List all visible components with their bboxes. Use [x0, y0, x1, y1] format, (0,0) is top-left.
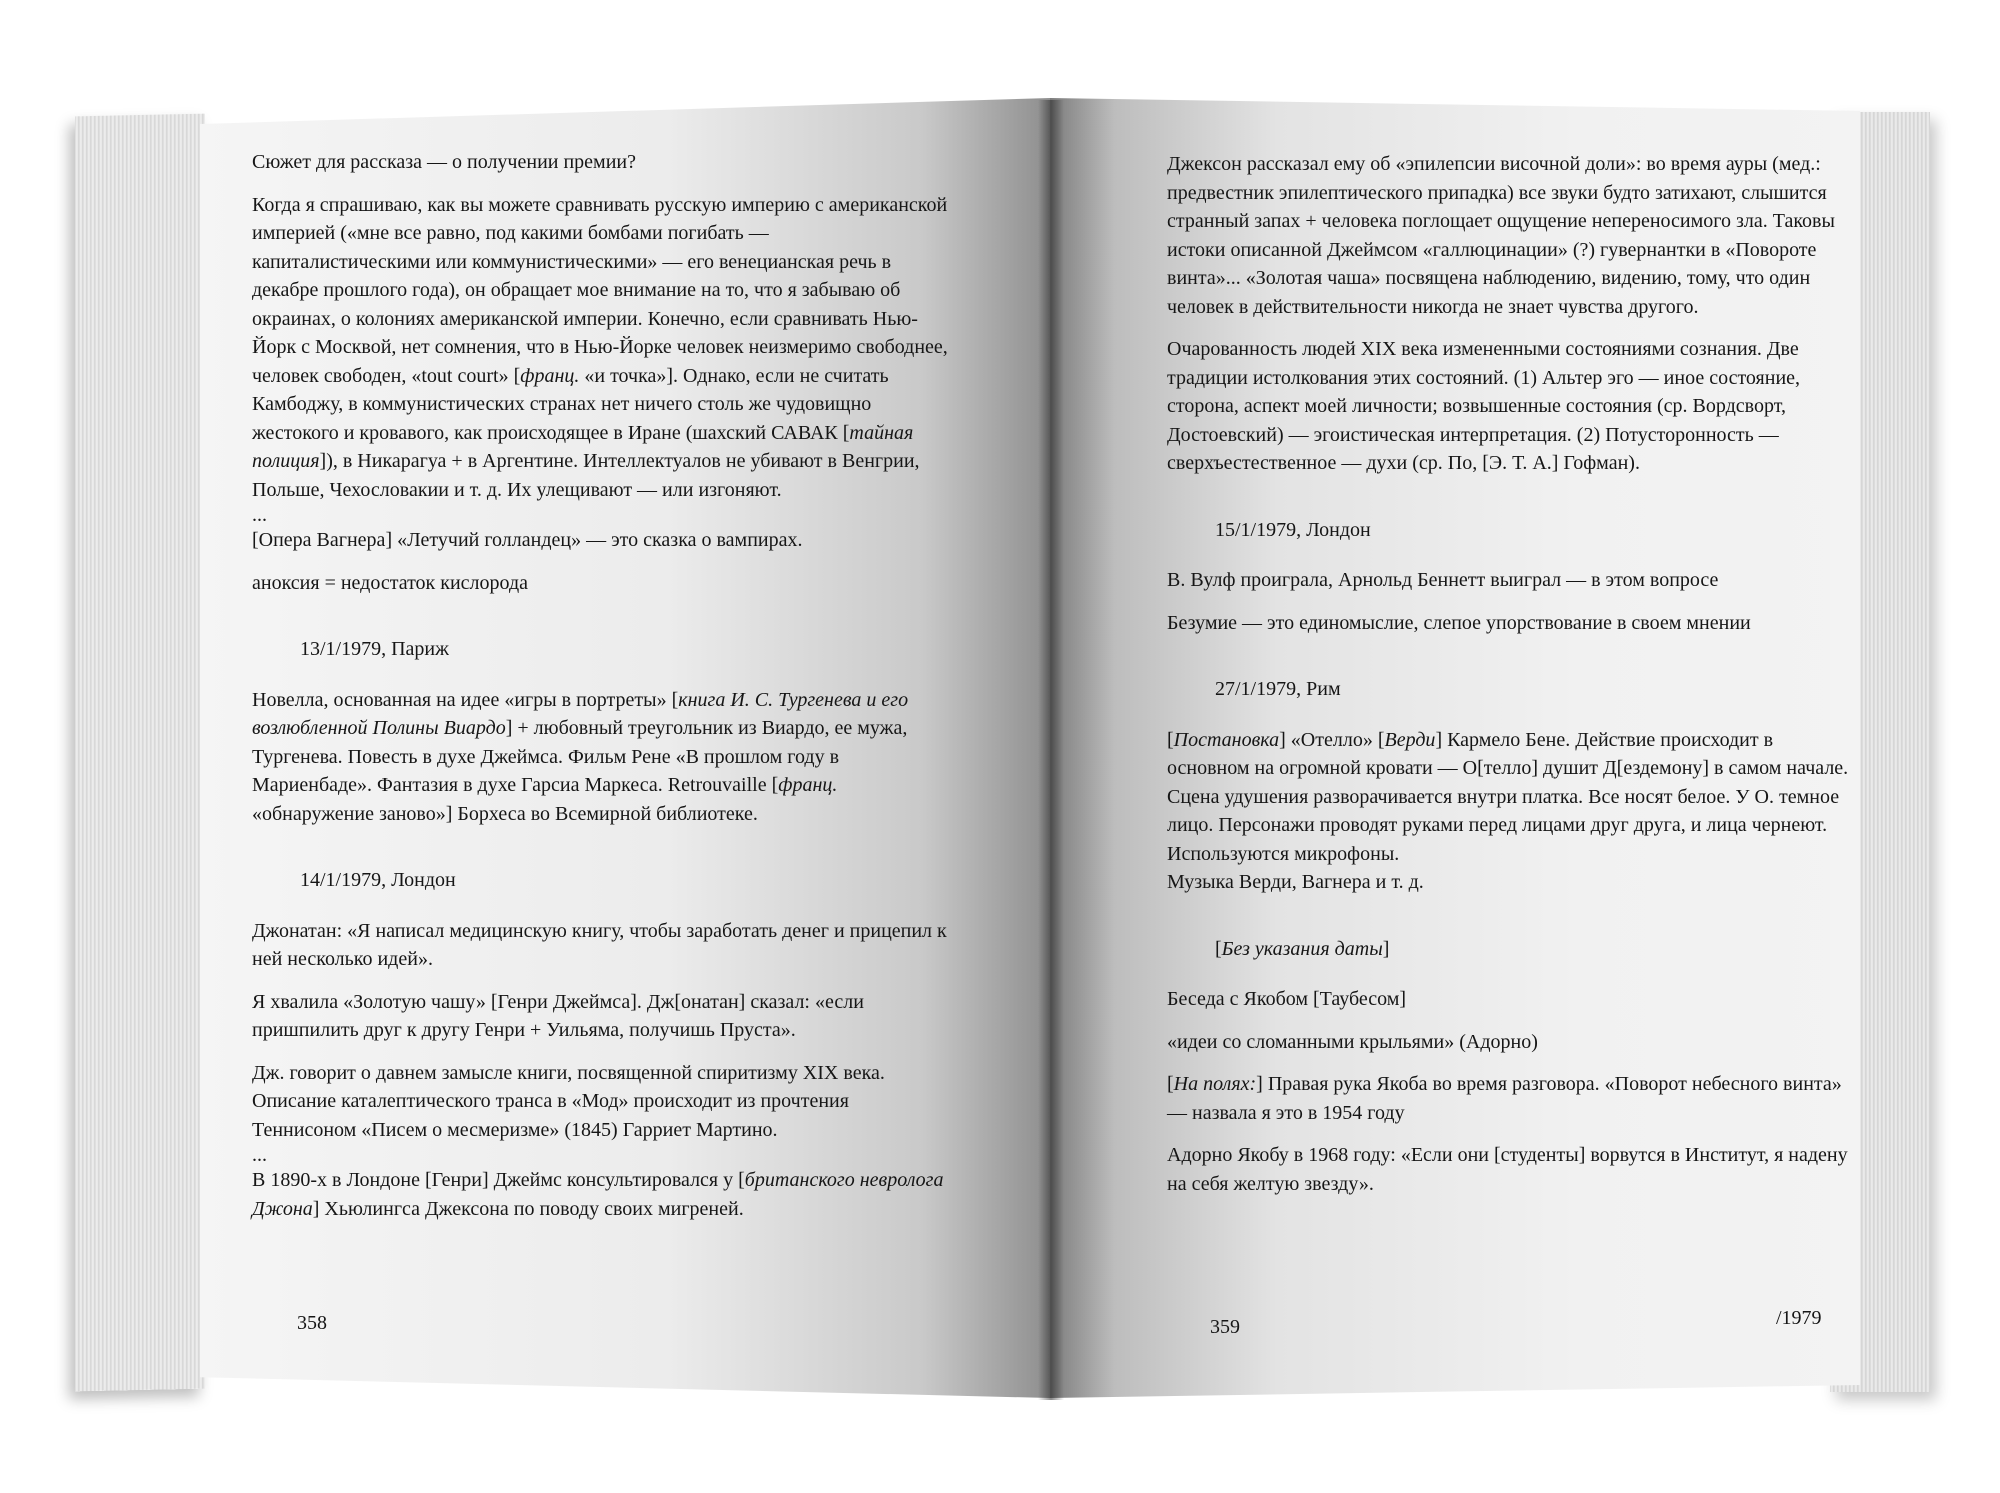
- paragraph: Я хвалила «Золотую чашу» [Генри Джеймса]. Дж[онатан] сказал: «если пришпилить друг к другу Генри + Уильяма, получишь Пруста».: [252, 990, 864, 1041]
- ellipsis: ...: [252, 1144, 267, 1166]
- left-page-text: [252, 148, 952, 1237]
- paragraph: Безумие — это единомыслие, слепое упорствование в своем мнении: [1167, 611, 1751, 634]
- paragraph: Когда я спрашиваю, как вы можете сравнивать русскую империю с американской империей («мне все равно, под какими бомбами погибать — капиталистическими или коммунистическими» — его венецианская речь в декабре прошлого года), он обращает мое внимание на то, что я забываю об окраинах, о колониях американской империи. Конечно, если сравнивать Нью-Йорк с Москвой, нет сомнения, что в Нью-Йорке человек неизмеримо свободнее, человек свободен, «tout court» [франц. «и точка»]. Однако, если не считать Камбоджу, в коммунистических странах нет ничего столь же чудовищно жестокого и кровавого, как происходящее в Иране (шахский САВАК [тайная полиция]), в Никарагуа + в Аргентине. Интеллектуалов не убивают в Венгрии, Польше, Чехословакии и т. д. Их улещивают — или изгоняют.: [252, 193, 948, 501]
- paragraph: В 1890-х в Лондоне [Генри] Джеймс консультировался у [британского невролога Джона] Хьюлингса Джексона по поводу своих мигреней.: [252, 1169, 944, 1220]
- paragraph: [На полях:] Правая рука Якоба во время разговора. «Поворот небесного винта» — назвала я это в 1954 году: [1167, 1073, 1842, 1124]
- paragraph: Музыка Верди, Вагнера и т. д.: [1167, 871, 1424, 893]
- ellipsis: ...: [252, 504, 267, 526]
- paragraph: [Опера Вагнера] «Летучий голландец» — это сказка о вампирах.: [252, 529, 803, 551]
- paragraph: Джонатан: «Я написал медицинскую книгу, чтобы заработать денег и прицепил к ней несколько идей».: [252, 919, 947, 970]
- left-page-edges: [75, 114, 205, 1392]
- paragraph: Дж. говорит о давнем замысле книги, посвященной спиритизму XIX века. Описание каталептического транса в «Мод» происходит из прочтения Теннисоном «Писем о месмеризме» (1845) Гарриет Мартино.: [252, 1061, 885, 1141]
- paragraph: Беседа с Якобом [Таубесом]: [1167, 988, 1407, 1010]
- paragraph: Новелла, основанная на идее «игры в портреты» [книга И. С. Тургенева и его возлюбленной Полины Виардо] + любовный треугольник из Виардо, ее мужа, Тургенева. Повесть в духе Джеймса. Фильм Рене «В прошлом году в Мариенбаде». Фантазия в духе Гарсиа Маркеса. Retrouvaille [франц. «обнаружение заново»] Борхеса во Всемирной библиотеке.: [252, 688, 909, 825]
- entry-date: 15/1/1979, Лондон: [1215, 518, 1371, 541]
- page-number-right: 359: [1210, 1316, 1240, 1338]
- entry-date: 14/1/1979, Лондон: [300, 869, 456, 891]
- paragraph: Джексон рассказал ему об «эпилепсии височной доли»: во время ауры (мед.: предвестник эпилептического припадка) все звуки будто затихают, слышится странный запах + человека поглощает ощущение непереносимого зла. Таковы истоки описанной Джеймсом «галлюцинации» (?) гувернантки в «Повороте винта»... «Золотая чаша» посвящена наблюдению, видению, тому, что один человек в действительности никогда не знает чувства другого.: [1167, 153, 1835, 318]
- running-head: /1979: [1776, 1307, 1822, 1329]
- entry-date: 13/1/1979, Париж: [300, 638, 449, 660]
- page-number-left: 358: [297, 1312, 327, 1334]
- paragraph: В. Вулф проиграла, Арнольд Беннетт выиграл — в этом вопросе: [1167, 569, 1719, 591]
- paragraph: Сюжет для рассказа — о получении премии?: [252, 151, 636, 173]
- right-page-text: [1167, 150, 1857, 1212]
- entry-date: 27/1/1979, Рим: [1215, 678, 1341, 700]
- paragraph: «идеи со сломанными крыльями» (Адорно): [1167, 1030, 1538, 1053]
- book-gutter: [1038, 100, 1064, 1400]
- entry-date: [Без указания даты]: [1215, 937, 1390, 960]
- paragraph: аноксия = недостаток кислорода: [252, 571, 529, 594]
- paragraph: [Постановка] «Отелло» [Верди] Кармело Бене. Действие происходит в основном на огромной кровати — О[телло] душит Д[ездемону] в самом начале. Сцена удушения разворачивается внутри платка. Все носят белое. У О. темное лицо. Персонажи проводят руками перед лицами друг друга, и лица чернеют. Используются микрофоны.: [1167, 728, 1849, 865]
- paragraph: Адорно Якобу в 1968 году: «Если они [студенты] ворвутся в Институт, я надену на себя желтую звезду».: [1167, 1144, 1848, 1195]
- paragraph: Очарованность людей XIX века измененными состояниями сознания. Две традиции истолкования этих состояний. (1) Альтер эго — иное состояние, сторона, аспект моей личности; возвышенные состояния (ср. Вордсворт, Достоевский) — эгоистическая интерпретация. (2) Потусторонность — сверхъестественное — духи (ср. По, [Э. Т. А.] Гофман).: [1167, 338, 1801, 474]
